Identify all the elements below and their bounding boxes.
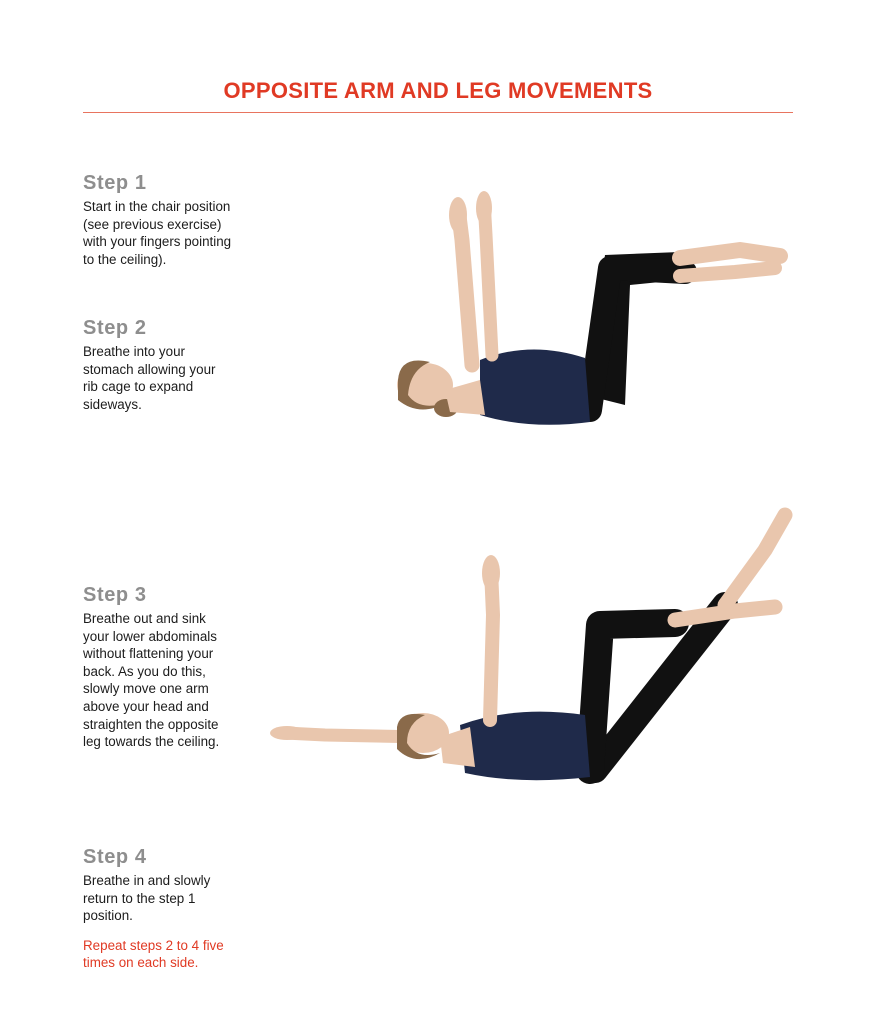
step-1-heading: Step 1: [83, 172, 147, 194]
step-2-block: [83, 317, 258, 413]
repeat-note: Repeat steps 2 to 4 five times on each side.: [83, 937, 224, 971]
title-divider: [83, 112, 793, 113]
step-2-text: Breathe into your stomach allowing your rib cage to expand sideways.: [83, 344, 216, 412]
exercise-photo-opposite-arm-leg: [265, 505, 800, 790]
step-4-heading: Step 4: [83, 846, 147, 868]
step-4-text: Breathe in and slowly return to the step 1 position.: [83, 873, 211, 924]
step-3-heading: Step 3: [83, 584, 147, 606]
step-3-block: [83, 584, 258, 751]
step-1-text: Start in the chair position (see previous exercise) with your fingers pointing to the ceiling).: [83, 199, 232, 267]
exercise-photo-chair-position: [380, 180, 800, 430]
step-3-text: Breathe out and sink your lower abdominals without flattening your back. As you do this, slowly move one arm above your head and straighten the opposite leg towards the ceiling.: [83, 611, 220, 750]
step-1-block: [83, 172, 258, 268]
page-title: OPPOSITE ARM AND LEG MOVEMENTS: [223, 78, 653, 103]
step-4-block: [83, 846, 258, 972]
step-2-heading: Step 2: [83, 317, 147, 339]
